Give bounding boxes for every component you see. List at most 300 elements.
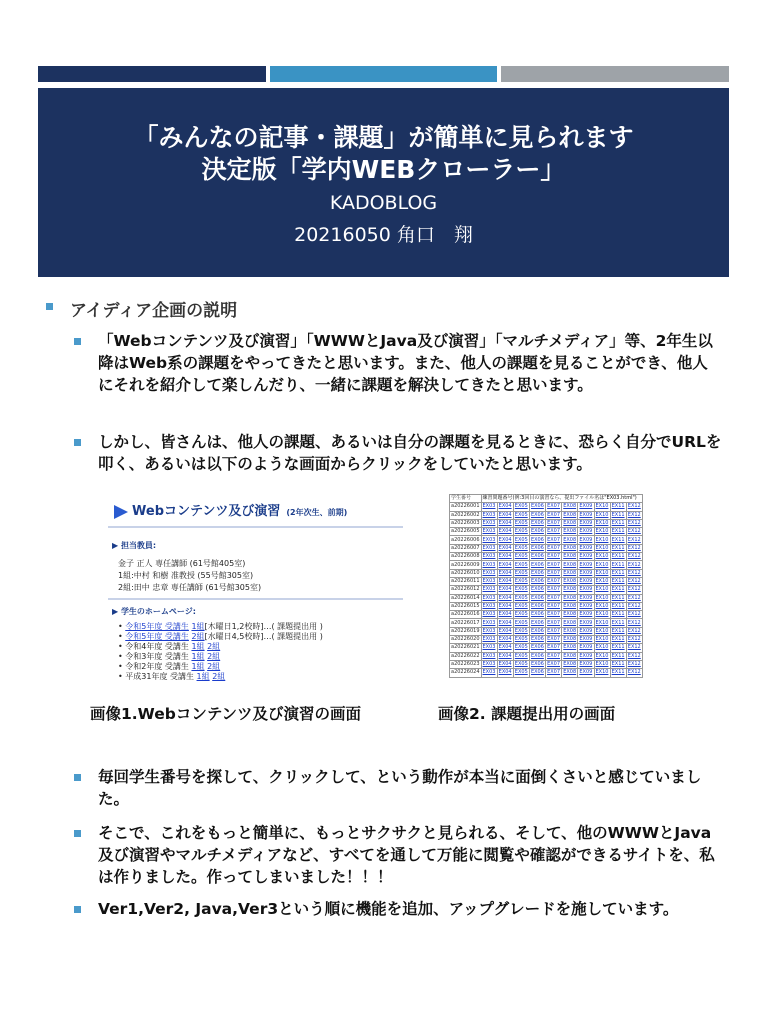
year-label: 令和3年度 受講生 [125, 652, 189, 661]
exercise-link[interactable]: EX10 [595, 520, 609, 527]
exercise-link[interactable]: EX03 [482, 661, 496, 668]
exercise-link[interactable]: EX12 [627, 561, 641, 568]
exercise-link[interactable]: EX06 [530, 627, 544, 634]
exercise-link[interactable]: EX05 [514, 520, 528, 527]
exercise-link[interactable]: EX06 [530, 669, 544, 676]
exercise-link[interactable]: EX12 [627, 586, 641, 593]
exercise-link[interactable]: EX09 [579, 627, 593, 634]
student-id-cell: a20226017 [451, 619, 480, 626]
table-row [450, 511, 643, 519]
divider [108, 526, 403, 528]
table-row [450, 636, 643, 644]
exercise-link[interactable]: EX12 [627, 652, 641, 659]
teacher-item: 1組:中村 和樹 准教授 (55号館305室) [118, 571, 254, 580]
class-link[interactable]: 1組 [191, 642, 205, 651]
exercise-link[interactable]: EX10 [595, 627, 609, 634]
table-row [450, 669, 643, 677]
exercise-link[interactable]: EX06 [530, 644, 544, 651]
exercise-link[interactable]: EX08 [563, 644, 577, 651]
class-link[interactable]: 2組 [207, 642, 221, 651]
exercise-link[interactable]: EX09 [579, 586, 593, 593]
title-line1: 「みんなの記事・課題」が簡単に見られます [133, 123, 634, 152]
exercise-link[interactable]: EX03 [482, 652, 496, 659]
exercise-link[interactable]: EX09 [579, 503, 593, 510]
exercise-link[interactable]: EX10 [595, 569, 609, 576]
exercise-link[interactable]: EX04 [498, 544, 512, 551]
exercise-link[interactable]: EX04 [498, 611, 512, 618]
exercise-link[interactable]: EX08 [563, 611, 577, 618]
paragraph-text: そこで、これをもっと簡単に、もっとサクサクと見られる、そして、他のWWWとJava及び演習やマルチメディアなど、すべてを通して万能に閲覧や確認ができるサイトを、私は作りました。作ってしまいました！！！ [98, 824, 715, 886]
exercise-link[interactable]: EX06 [530, 511, 544, 518]
exercise-link[interactable]: EX11 [611, 669, 625, 676]
table-row [450, 660, 643, 668]
exercise-link[interactable]: EX08 [563, 619, 577, 626]
exercise-link[interactable]: EX06 [530, 586, 544, 593]
exercise-link[interactable]: EX10 [595, 503, 609, 510]
exercise-link[interactable]: EX11 [611, 528, 625, 535]
exercise-link[interactable]: EX03 [482, 553, 496, 560]
exercise-link[interactable]: EX08 [563, 528, 577, 535]
exercise-link[interactable]: EX03 [482, 603, 496, 609]
year-note: [水曜日4,5校時]…( 課題提出用 ) [204, 632, 323, 641]
exercise-link[interactable]: EX04 [498, 652, 512, 659]
exercise-link[interactable]: EX03 [482, 619, 496, 626]
exercise-link[interactable]: EX08 [563, 661, 577, 668]
year-item: • 令和5年度 受講生 1組[木曜日1,2校時]…( 課題提出用 ) [118, 622, 323, 631]
exercise-link[interactable]: EX10 [595, 561, 609, 568]
section-heading [46, 296, 237, 321]
year-link[interactable]: 令和5年度 受講生 [125, 632, 189, 641]
exercise-link[interactable]: EX11 [611, 578, 625, 585]
student-id-cell: a20226005 [451, 528, 480, 535]
student-id-cell: a20226022 [451, 652, 480, 659]
year-note: [木曜日1,2校時]…( 課題提出用 ) [204, 622, 323, 631]
exercise-link[interactable]: EX04 [498, 520, 512, 527]
exercise-link[interactable]: EX10 [595, 611, 609, 618]
exercise-link[interactable]: EX09 [579, 544, 593, 551]
exercise-link[interactable]: EX06 [530, 544, 544, 551]
class-link[interactable]: 1組 [196, 672, 210, 681]
table-row [450, 627, 643, 635]
exercise-link[interactable]: EX04 [498, 511, 512, 518]
header-cell: 練習問題番号(例:3回目の演習なら、提出ファイル名は"EX03.html") [481, 495, 642, 503]
exercise-link[interactable]: EX03 [482, 503, 496, 510]
exercise-link[interactable]: EX12 [627, 594, 641, 601]
exercise-link[interactable]: EX11 [611, 661, 625, 668]
title-line4: 20216050 角口 翔 [294, 224, 473, 246]
class-link[interactable]: 2組 [207, 652, 221, 661]
exercise-link[interactable]: EX11 [611, 561, 625, 568]
exercise-link[interactable]: EX05 [514, 627, 528, 634]
exercise-link[interactable]: EX11 [611, 636, 625, 643]
exercise-link[interactable]: EX07 [547, 661, 561, 668]
exercise-link[interactable]: EX03 [482, 544, 496, 551]
exercise-link[interactable]: EX09 [579, 603, 593, 609]
exercise-link[interactable]: EX11 [611, 536, 625, 543]
student-id-cell: a20226014 [451, 594, 480, 601]
exercise-link[interactable]: EX11 [611, 520, 625, 527]
paragraph-text: しかし、皆さんは、他人の課題、あるいは自分の課題を見るときに、恐らく自分でURLを叩く、あるいは以下のような画面からクリックをしていたと思います。 [98, 433, 722, 473]
caption-image2: 画像2. 課題提出用の画面 [438, 705, 616, 723]
bullet-icon [74, 774, 81, 781]
exercise-link[interactable]: EX06 [530, 561, 544, 568]
exercise-link[interactable]: EX03 [482, 627, 496, 634]
exercise-link[interactable]: EX07 [547, 511, 561, 518]
exercise-link[interactable]: EX12 [627, 503, 641, 510]
image1-title: Webコンテンツ及び演習 [132, 504, 281, 519]
table-row [450, 528, 643, 536]
paragraph-5 [98, 898, 723, 920]
exercise-link[interactable]: EX07 [547, 594, 561, 601]
exercise-link[interactable]: EX10 [595, 511, 609, 518]
teacher-item: 金子 正人 専任講師 (61号館405室) [118, 559, 246, 568]
exercise-link[interactable]: EX12 [627, 636, 641, 643]
year-label: 令和2年度 受講生 [125, 662, 189, 671]
exercise-link[interactable]: EX07 [547, 553, 561, 560]
exercise-link[interactable]: EX07 [547, 503, 561, 510]
exercise-link[interactable]: EX08 [563, 544, 577, 551]
exercise-link[interactable]: EX06 [530, 520, 544, 527]
exercise-link[interactable]: EX10 [595, 578, 609, 585]
section-label: 学生のホームページ: [120, 607, 196, 616]
exercise-link[interactable]: EX04 [498, 644, 512, 651]
exercise-link[interactable]: EX10 [595, 644, 609, 651]
exercise-link[interactable]: EX10 [595, 619, 609, 626]
header-bar-gray [501, 66, 729, 82]
exercise-link[interactable]: EX07 [547, 536, 561, 543]
exercise-link[interactable]: EX05 [514, 536, 528, 543]
paragraph-1 [98, 330, 723, 396]
student-id-cell: a20226016 [451, 611, 480, 618]
exercise-link[interactable]: EX05 [514, 561, 528, 568]
exercise-link[interactable]: EX04 [498, 627, 512, 634]
exercise-link[interactable]: EX09 [579, 644, 593, 651]
exercise-link[interactable]: EX09 [579, 528, 593, 535]
exercise-link[interactable]: EX05 [514, 603, 528, 609]
year-item: • 令和4年度 受講生 1組 2組 [118, 642, 221, 651]
exercise-link[interactable]: EX03 [482, 569, 496, 576]
exercise-link[interactable]: EX10 [595, 544, 609, 551]
paragraph-text: Ver1,Ver2, Java,Ver3という順に機能を追加、アップグレードを施しています。 [98, 900, 679, 918]
exercise-link[interactable]: EX09 [579, 611, 593, 618]
exercise-link[interactable]: EX06 [530, 578, 544, 585]
paragraph-4 [98, 822, 723, 888]
exercise-link[interactable]: EX12 [627, 669, 641, 676]
exercise-link[interactable]: EX11 [611, 594, 625, 601]
image1-webcontents-screen [108, 496, 403, 686]
exercise-link[interactable]: EX11 [611, 511, 625, 518]
header-bar-blue [270, 66, 497, 82]
caption-image1: 画像1.Webコンテンツ及び演習の画面 [90, 705, 362, 723]
exercise-link[interactable]: EX05 [514, 669, 528, 676]
image1-subtitle: (2年次生、前期) [286, 508, 348, 517]
exercise-link[interactable]: EX08 [563, 627, 577, 634]
teacher-item: 2組:田中 忠章 専任講師 (61号館305室) [118, 583, 262, 592]
exercise-link[interactable]: EX05 [514, 611, 528, 618]
exercise-link[interactable]: EX03 [482, 578, 496, 585]
exercise-link[interactable]: EX06 [530, 503, 544, 510]
exercise-link[interactable]: EX04 [498, 619, 512, 626]
exercise-link[interactable]: EX08 [563, 553, 577, 560]
exercise-link[interactable]: EX10 [595, 652, 609, 659]
exercise-link[interactable]: EX10 [595, 594, 609, 601]
exercise-link[interactable]: EX12 [627, 661, 641, 668]
exercise-link[interactable]: EX10 [595, 636, 609, 643]
paragraph-2 [98, 431, 723, 475]
exercise-link[interactable]: EX12 [627, 644, 641, 651]
exercise-link[interactable]: EX04 [498, 586, 512, 593]
table-row [450, 652, 643, 660]
exercise-link[interactable]: EX09 [579, 652, 593, 659]
exercise-link[interactable]: EX04 [498, 636, 512, 643]
title-line3: KADOBLOG [329, 192, 438, 214]
exercise-link[interactable]: EX11 [611, 603, 625, 609]
exercise-link[interactable]: EX04 [498, 528, 512, 535]
exercise-link[interactable]: EX07 [547, 586, 561, 593]
exercise-link[interactable]: EX09 [579, 561, 593, 568]
exercise-link[interactable]: EX11 [611, 569, 625, 576]
student-id-cell: a20226012 [451, 586, 480, 593]
exercise-link[interactable]: EX10 [595, 528, 609, 535]
exercise-link[interactable]: EX09 [579, 511, 593, 518]
exercise-link[interactable]: EX05 [514, 528, 528, 535]
exercise-link[interactable]: EX11 [611, 652, 625, 659]
exercise-link[interactable]: EX08 [563, 511, 577, 518]
exercise-link[interactable]: EX12 [627, 536, 641, 543]
exercise-link[interactable]: EX05 [514, 586, 528, 593]
exercise-link[interactable]: EX06 [530, 528, 544, 535]
exercise-link[interactable]: EX08 [563, 520, 577, 527]
exercise-link[interactable]: EX08 [563, 594, 577, 601]
exercise-link[interactable]: EX04 [498, 503, 512, 510]
student-id-cell: a20226024 [451, 669, 480, 676]
exercise-link[interactable]: EX07 [547, 569, 561, 576]
exercise-link[interactable]: EX03 [482, 536, 496, 543]
exercise-link[interactable]: EX06 [530, 652, 544, 659]
exercise-link[interactable]: EX04 [498, 561, 512, 568]
bullet-icon [74, 338, 81, 345]
exercise-link[interactable]: EX11 [611, 544, 625, 551]
exercise-link[interactable]: EX12 [627, 578, 641, 585]
exercise-link[interactable]: EX10 [595, 536, 609, 543]
exercise-link[interactable]: EX09 [579, 619, 593, 626]
exercise-link[interactable]: EX11 [611, 553, 625, 560]
exercise-link[interactable]: EX07 [547, 544, 561, 551]
exercise-link[interactable]: EX09 [579, 594, 593, 601]
exercise-link[interactable]: EX07 [547, 578, 561, 585]
exercise-link[interactable]: EX03 [482, 644, 496, 651]
exercise-link[interactable]: EX03 [482, 611, 496, 618]
exercise-link[interactable]: EX06 [530, 619, 544, 626]
exercise-link[interactable]: EX03 [482, 636, 496, 643]
class-link[interactable]: 1組 [191, 622, 205, 631]
table-row [450, 611, 643, 619]
submission-table [449, 494, 643, 678]
exercise-link[interactable]: EX11 [611, 627, 625, 634]
header-cell: 学生番号 [450, 495, 482, 503]
class-link[interactable]: 2組 [207, 662, 221, 671]
exercise-link[interactable]: EX08 [563, 569, 577, 576]
exercise-link[interactable]: EX07 [547, 561, 561, 568]
exercise-link[interactable]: EX11 [611, 619, 625, 626]
bullet-icon [74, 830, 81, 837]
exercise-link[interactable]: EX04 [498, 603, 512, 609]
exercise-link[interactable]: EX07 [547, 652, 561, 659]
student-id-cell: a20226021 [451, 644, 480, 651]
exercise-link[interactable]: EX03 [482, 561, 496, 568]
table-row [450, 536, 643, 544]
year-item: • 平成31年度 受講生 1組 2組 [118, 672, 226, 681]
exercise-link[interactable]: EX07 [547, 603, 561, 609]
exercise-link[interactable]: EX03 [482, 586, 496, 593]
exercise-link[interactable]: EX08 [563, 536, 577, 543]
exercise-link[interactable]: EX04 [498, 661, 512, 668]
exercise-link[interactable]: EX12 [627, 627, 641, 634]
exercise-link[interactable]: EX06 [530, 611, 544, 618]
exercise-link[interactable]: EX12 [627, 603, 641, 609]
exercise-link[interactable]: EX12 [627, 611, 641, 618]
exercise-link[interactable]: EX12 [627, 511, 641, 518]
exercise-link[interactable]: EX08 [563, 503, 577, 510]
divider [108, 598, 403, 600]
exercise-link[interactable]: EX03 [482, 669, 496, 676]
exercise-link[interactable]: EX07 [547, 611, 561, 618]
exercise-link[interactable]: EX07 [547, 644, 561, 651]
exercise-link[interactable]: EX11 [611, 644, 625, 651]
class-link[interactable]: 1組 [191, 662, 205, 671]
exercise-link[interactable]: EX03 [482, 594, 496, 601]
exercise-link[interactable]: EX08 [563, 561, 577, 568]
exercise-link[interactable]: EX03 [482, 528, 496, 535]
exercise-link[interactable]: EX12 [627, 569, 641, 576]
exercise-link[interactable]: EX08 [563, 603, 577, 609]
table-row [450, 586, 643, 594]
exercise-link[interactable]: EX10 [595, 586, 609, 593]
exercise-link[interactable]: EX06 [530, 569, 544, 576]
exercise-link[interactable]: EX05 [514, 619, 528, 626]
image2-submission-table [449, 494, 643, 690]
year-list [118, 622, 323, 682]
exercise-link[interactable]: EX06 [530, 661, 544, 668]
table-row [450, 602, 643, 610]
exercise-link[interactable]: EX09 [579, 569, 593, 576]
exercise-link[interactable]: EX07 [547, 619, 561, 626]
exercise-link[interactable]: EX09 [579, 661, 593, 668]
header-bar-navy [38, 66, 266, 82]
student-id-cell: a20226023 [451, 661, 480, 668]
exercise-link[interactable]: EX04 [498, 536, 512, 543]
exercise-link[interactable]: EX04 [498, 569, 512, 576]
exercise-link[interactable]: EX11 [611, 503, 625, 510]
exercise-link[interactable]: EX09 [579, 553, 593, 560]
exercise-link[interactable]: EX05 [514, 544, 528, 551]
student-id-cell: a20226010 [451, 569, 480, 576]
student-id-cell: a20226009 [451, 561, 480, 568]
exercise-link[interactable]: EX07 [547, 528, 561, 535]
student-id-cell: a20226011 [451, 578, 480, 585]
section-label: 担当教員: [120, 541, 157, 550]
exercise-link[interactable]: EX04 [498, 553, 512, 560]
exercise-link[interactable]: EX05 [514, 636, 528, 643]
class-link[interactable]: 1組 [191, 652, 205, 661]
class-link[interactable]: 2組 [212, 672, 226, 681]
exercise-link[interactable]: EX05 [514, 569, 528, 576]
exercise-link[interactable]: EX06 [530, 536, 544, 543]
exercise-link[interactable]: EX12 [627, 528, 641, 535]
exercise-link[interactable]: EX09 [579, 636, 593, 643]
section-heading-text: アイディア企画の説明 [70, 301, 238, 321]
exercise-link[interactable]: EX05 [514, 511, 528, 518]
exercise-link[interactable]: EX10 [595, 661, 609, 668]
exercise-link[interactable]: EX11 [611, 586, 625, 593]
exercise-link[interactable]: EX08 [563, 652, 577, 659]
exercise-link[interactable]: EX08 [563, 669, 577, 676]
image1-student-section: ▶ 学生のホームページ: [112, 607, 196, 616]
year-link[interactable]: 令和5年度 受講生 [125, 622, 189, 631]
exercise-link[interactable]: EX04 [498, 594, 512, 601]
exercise-link[interactable]: EX09 [579, 536, 593, 543]
student-id-cell: a20226007 [451, 544, 480, 551]
exercise-link[interactable]: EX07 [547, 627, 561, 634]
exercise-link[interactable]: EX05 [514, 652, 528, 659]
exercise-link[interactable]: EX05 [514, 553, 528, 560]
exercise-link[interactable]: EX07 [547, 520, 561, 527]
exercise-link[interactable]: EX07 [547, 636, 561, 643]
exercise-link[interactable]: EX09 [579, 669, 593, 676]
image1-header [114, 500, 347, 519]
exercise-link[interactable]: EX12 [627, 619, 641, 626]
exercise-link[interactable]: EX10 [595, 603, 609, 609]
exercise-link[interactable]: EX06 [530, 603, 544, 609]
table-row [450, 561, 643, 569]
image1-teacher-section: ▶ 担当教員: [112, 541, 157, 550]
exercise-link[interactable]: EX12 [627, 553, 641, 560]
exercise-link[interactable]: EX06 [530, 553, 544, 560]
exercise-link[interactable]: EX03 [482, 511, 496, 518]
exercise-link[interactable]: EX11 [611, 611, 625, 618]
exercise-link[interactable]: EX06 [530, 594, 544, 601]
exercise-link[interactable]: EX06 [530, 636, 544, 643]
exercise-link[interactable]: EX10 [595, 669, 609, 676]
exercise-link[interactable]: EX05 [514, 578, 528, 585]
exercise-link[interactable]: EX12 [627, 520, 641, 527]
table-row [450, 594, 643, 602]
exercise-link[interactable]: EX10 [595, 553, 609, 560]
exercise-link[interactable]: EX05 [514, 661, 528, 668]
student-id-cell: a20226015 [451, 603, 480, 609]
exercise-link[interactable]: EX09 [579, 578, 593, 585]
exercise-link[interactable]: EX04 [498, 669, 512, 676]
exercise-link[interactable]: EX04 [498, 578, 512, 585]
exercise-link[interactable]: EX03 [482, 520, 496, 527]
title-box [38, 88, 729, 277]
exercise-link[interactable]: EX08 [563, 586, 577, 593]
exercise-link[interactable]: EX05 [514, 503, 528, 510]
paragraph-3 [98, 766, 723, 810]
exercise-link[interactable]: EX05 [514, 594, 528, 601]
class-link[interactable]: 2組 [191, 632, 205, 641]
exercise-link[interactable]: EX07 [547, 669, 561, 676]
exercise-link[interactable]: EX08 [563, 578, 577, 585]
exercise-link[interactable]: EX12 [627, 544, 641, 551]
exercise-link[interactable]: EX08 [563, 636, 577, 643]
table-row [450, 569, 643, 577]
teacher-list [118, 558, 261, 594]
exercise-link[interactable]: EX05 [514, 644, 528, 651]
exercise-link[interactable]: EX09 [579, 520, 593, 527]
student-id-cell: a20226006 [451, 536, 480, 543]
table-row [450, 503, 643, 511]
